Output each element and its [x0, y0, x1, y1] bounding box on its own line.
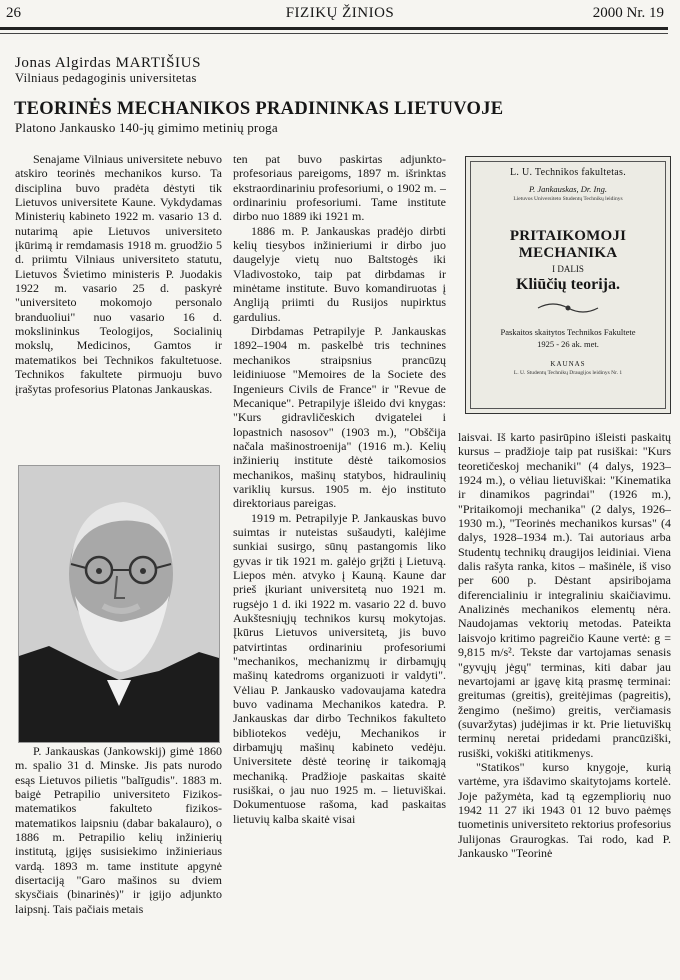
paragraph: laisvai. Iš karto pasirūpino išleisti paskaitų kursus – pradžioje taip pat rusiškai: "Kurs teoretičeskoj mechaniki" (4 dalys, 1923–1924 m.), o vėliau lietuviškai: "Kinematika ir dinamikos pagrindai" (1926 m.), "Pritaikomoji mechanika" (2 dalys, 1926–1930 m.), "Teorinės mechanikos kursas" (4 dalys, 1928–1934 m.). Tai autoriaus arba Studentų technikų draugijos leidiniai. Viena dalis rašyta ranka, kitos – mašinėle, iš viso per 600 p. Dėstant apsiribojama diferencialiniu ir integraliniu skaičiavimu. Analizinės mechanikos elementų nėra. Naudojamas vektorių metodas. Pateikta laisvojo kritimo pagreičio Kaune vertė: g = 9,815 m/s². Tekste dar vartojamas senasis "gyvųjų jėgų" terminas, kiti dabar jau nevartojami ar įgavę kitą prasmę terminai: greitumas (greitis), greitėjimas (pagreitis), žengimo (nešimo) greitis, verčiamasis (suvaržytas) judėjimas ir kt. Prie lietuviškų terminų neretai pridedami prancūziški, rusiški, vokiški atitikmenys. — [458, 430, 671, 760]
paragraph: P. Jankauskas (Jankowskij) gimė 1860 m. spalio 31 d. Minske. Jis pats nurodo esąs Lietuvos pilietis "balīgudis". 1883 m. baigė Petrapilio universiteto Fizikos-matematikos fakulteto fizikos-matematikos laipsniu (dabar bakalauro), o 1886 m. Petrapilio kelių inžinierių institutą, įgijęs susisiekimo inžinieriaus vardą. 1893 m. tame institute apgynė disertaciją "Garo mašinos su dviem skysčiais (binarinės)" ir įgijo adjunkto laipsnį. Tais pačiais metais — [15, 744, 222, 916]
book-place: KAUNAS — [550, 360, 586, 368]
column-1-top-text — [15, 152, 222, 437]
book-part: I DALIS — [552, 264, 584, 274]
paragraph: ten pat buvo paskirtas adjunkto-profesoriaus pareigoms, 1897 m. išrinktas ekstraordinariniu profesoriumi, o 1902 m. – ordinariniu profesoriumi. Tame institute dirbo nuo 1889 iki 1921 m. — [233, 152, 446, 224]
article-title: TEORINĖS MECHANIKOS PRADININKAS LIETUVOJE — [14, 99, 504, 119]
portrait-photo — [18, 465, 220, 743]
header-rule-thin — [0, 33, 668, 34]
header-rule-thick — [0, 27, 668, 30]
ornament-icon — [533, 300, 603, 316]
book-cover-frame — [470, 161, 666, 409]
paragraph: Dirbdamas Petrapilyje P. Jankauskas 1892–1904 m. paskelbė tris technines mechanikos straipsnius prancūzų leidiniuose "Memoires de la Societe des Ingenieurs Civils de France" ir "Revue de Mecanique". Petrapilyje išleido dvi knygas: "Kurs gidravličeskich dvigatelei i lopastnich nasosov" (1903 m.), "Obščija načala mašinostroenija" (1916 m.). Kelių inžinierių institute dėstė taikomosios mechanikos, mašinų statybos, hidraulinių variklių kursus. 1905 m. ėjo instituto direktoriaus pareigas. — [233, 324, 446, 511]
article-affiliation: Vilniaus pedagoginis universitetas — [15, 71, 197, 85]
column-3-text — [458, 430, 671, 980]
book-title: PRITAIKOMOJI MECHANIKA — [509, 228, 627, 261]
book-author: P. Jankauskas, Dr. Ing. — [529, 184, 607, 194]
book-cover-image — [465, 156, 671, 414]
paragraph: Senajame Vilniaus universitete nebuvo atskiro teorinės mechanikos kurso. Ta disciplina buvo pradėta dėstyti tik Lietuvos universitete Kaune. Vykdydamas Ministerių kabineto 1922 m. vasario 13 d. nutarimą apie Lietuvos universiteto įkūrimą ir remdamasis 1918 m. gruodžio 5 d. priimtu Vilniaus universiteto statutu, Lietuvos Švietimo ministeris P. Juodakis 1922 m. vasario 25 d. paskyrė "universiteto mokomojo personalo branduoliui" nuo vasario 16 d. mokslininkus Teologijos, Socialinių mokslų, Medicinos, Gamtos ir matematikos bei Technikos fakultetuose. Technikos fakultete pirmuoju buvo įrašytas profesorius Platonas Jankauskas. — [15, 152, 222, 396]
paragraph: 1886 m. P. Jankauskas pradėjo dirbti kelių tiesybos inžinieriumi ir dirbo juo daugelyje vietų nuo Baltstogės iki Vladivostoko, taip pat dirbdamas ir minėtame institute. Buvo komandiruotas į Angliją priimti du Rusijos nupirktus gardulius. — [233, 223, 446, 324]
book-lectures: Paskaitos skaitytos Technikos Fakultete — [500, 327, 636, 337]
book-printer: L. U. Studentų Technikų Draugijos leidinys Nr. 1 — [513, 370, 623, 376]
article-author: Jonas Algirdas MARTIŠIUS — [15, 55, 202, 71]
book-subtitle: Kliūčių teorija. — [516, 276, 620, 293]
running-header — [0, 0, 680, 30]
paragraph: "Statikos" kurso knygoje, kurią vartėme, yra išdavimo skaitytojams kortelė. Joje pažymėta, kad tą egzempliorių nuo 1942 11 27 iki 1943 01 12 buvo paėmęs tuometinis universiteto rektorius profesorius Julijonas Graurogkas. Tai rodo, kad P. Jankausko "Teorinė — [458, 759, 671, 860]
journal-title: FIZIKŲ ŽINIOS — [285, 5, 395, 21]
paragraph: 1919 m. Petrapilyje P. Jankauskas buvo suimtas ir nuteistas sušaudyti, kalėjime sunkiai susirgo, sūnų pastangomis liko gyvas ir tik 1921 m. galėjo grįžti į Lietuvą. Liepos mėn. atvyko į Kauną. Kaune dar prieš įkuriant universitetą nuo 1921 m. rugsėjo 1 d. iki 1922 m. vasario 22 d. buvo Aukštesniųjų technikos kursų mokytojas. Įkūrus Lietuvos universitetą, jis buvo patvirtintas ordinariniu profesoriumi "mechanikos, mechanizmų ir dirbamųjų mašinų katedroms organizuoti ir valdyti". Vėliau P. Jankausko vadovaujama katedra buvo vadinama Mechanikos katedra. P. Jankauskas dar dirbo Technikos fakulteto bibliotekos vedėju, Mechanikos ir dirbamųjų mašinų kabineto vedėju. Universitete dėstė teorinę ir taikomąją mechaniką. Pradžioje paskaitas skaitė rusiškai, o jau nuo 1925 m. – lietuviškai. Dokumentuose rašoma, kad paskaitas lietuvių kalba skaitė visai — [233, 510, 446, 826]
book-publisher-line: Lietuvos Universiteto Studentų Technikų leidinys — [513, 196, 623, 202]
column-1-bottom-text — [15, 744, 222, 980]
article-subtitle: Platono Jankausko 140-jų gimimo metinių proga — [15, 120, 278, 135]
book-school: L. U. Technikos fakultetas. — [509, 167, 627, 178]
page-number: 26 — [6, 5, 21, 21]
book-years: 1925 - 26 ak. met. — [537, 339, 599, 349]
issue-number: 2000 Nr. 19 — [592, 5, 664, 21]
column-2-text — [233, 152, 446, 980]
